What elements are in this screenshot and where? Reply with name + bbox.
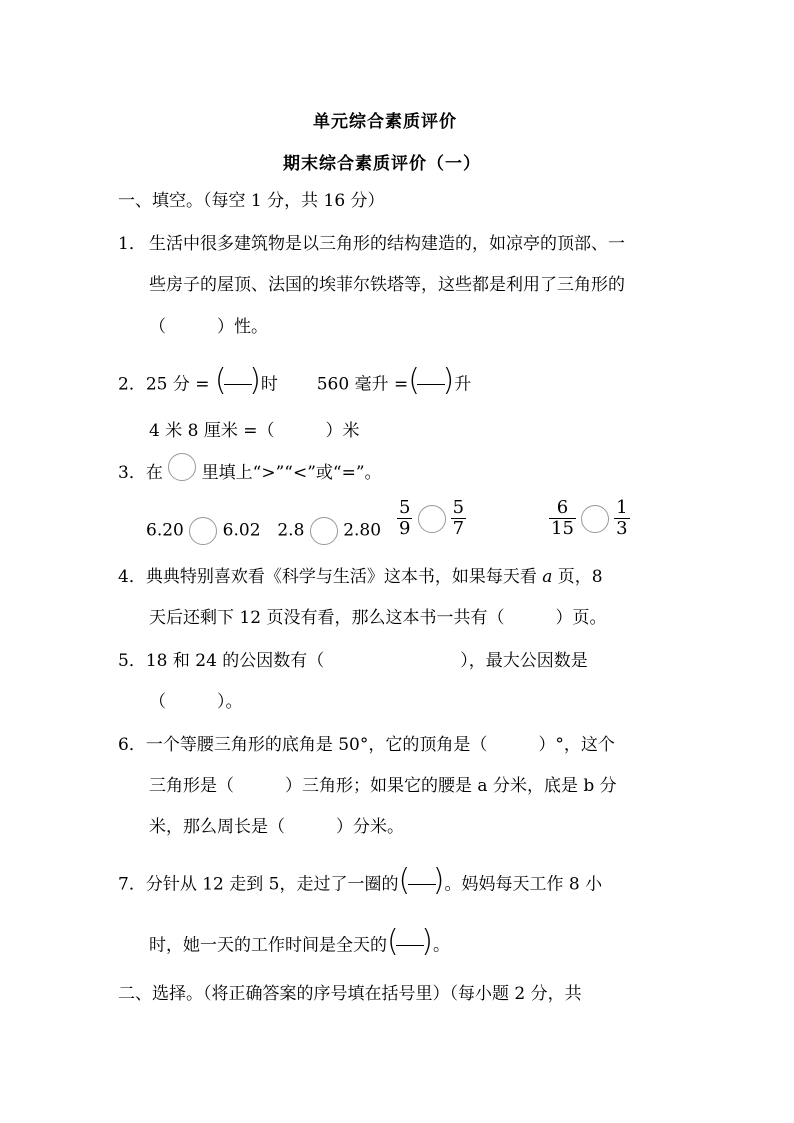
q1-line-2: 些房子的屋顶、法国的埃菲尔铁塔等，这些都是利用了三角形的 <box>149 275 625 295</box>
denominator: 7 <box>452 518 465 539</box>
q3-intro-pre: 在 <box>145 463 163 483</box>
fraction-blank-circle-part[interactable] <box>398 863 445 902</box>
q3-fraction-compare-2 <box>549 498 630 539</box>
q7-line-2-pre: 时，她一天的工作时间是全天的 <box>149 935 387 956</box>
q4-line-1-pre: 典典特别喜欢看《科学与生活》这本书，如果每天看 <box>145 567 537 587</box>
q7-line-2-post: 。 <box>433 935 450 956</box>
q4-number: 4． <box>118 567 146 587</box>
q2-number: 2． <box>118 374 146 395</box>
q5-number: 5． <box>118 651 146 671</box>
q3-intro-post: 里填上“>”“<”或“=”。 <box>201 463 382 483</box>
q3-decimals <box>146 517 381 545</box>
q2-a-unit: 时 <box>260 374 278 395</box>
variable-a: a <box>542 567 553 587</box>
q3-c2-right: 2.80 <box>343 520 382 541</box>
denominator: 3 <box>616 518 628 539</box>
right-paren: ) <box>421 924 433 959</box>
q6-line-1 <box>118 734 615 756</box>
compare-circle-icon <box>168 453 196 481</box>
compare-circle-3[interactable] <box>418 505 446 533</box>
fraction-blank-work-time[interactable] <box>387 924 433 963</box>
denominator: 9 <box>399 518 411 539</box>
q7-line-1-pre: 分针从 12 走到 5，走过了一圈的 <box>145 874 399 895</box>
numerator: 6 <box>556 497 569 518</box>
section-1-heading: 一、填空。（每空 1 分，共 16 分） <box>118 191 385 211</box>
left-paren: ( <box>408 363 420 398</box>
fraction <box>451 498 466 539</box>
q3-c1-left: 6.20 <box>146 520 184 541</box>
left-paren: ( <box>398 863 411 898</box>
fraction <box>614 498 629 539</box>
fraction-bar <box>396 945 424 946</box>
numerator: 5 <box>399 497 411 518</box>
right-paren: ) <box>442 363 455 398</box>
compare-circle-1[interactable] <box>189 517 217 545</box>
q4-line-2: 天后还剩下 12 页没有看，那么这本书一共有（ ）页。 <box>149 608 607 628</box>
fraction-bar <box>408 884 436 885</box>
q5-line-1-text: 18 和 24 的公因数有（ ），最大公因数是 <box>145 651 588 671</box>
numerator: 5 <box>452 497 465 518</box>
q4-line-1-post: 页，8 <box>557 567 603 587</box>
q2-a-left: 25 分 = <box>145 374 210 395</box>
numerator: 1 <box>616 497 628 518</box>
q6-line-2: 三角形是（ ）三角形；如果它的腰是 a 分米，底是 b 分 <box>149 776 617 796</box>
q5-line-2: （ ）。 <box>149 692 243 712</box>
section-2-heading: 二、选择。（将正确答案的序号填在括号里）（每小题 2 分，共 <box>118 984 582 1004</box>
q2-b-left: 560 毫升 = <box>316 374 409 395</box>
right-paren: ) <box>432 863 445 898</box>
fraction-bar <box>417 384 445 385</box>
q4-line-1 <box>118 566 603 588</box>
right-paren: ) <box>249 363 261 398</box>
q7-line-1-post: 。妈妈每天工作 8 小 <box>444 874 603 895</box>
fraction <box>549 498 576 539</box>
q5-line-1 <box>118 650 588 672</box>
q2-row-1 <box>118 363 472 402</box>
q1-line-1: 生活中很多建筑物是以三角形的结构建造的，如凉亭的顶部、一 <box>149 234 625 254</box>
q3-number: 3． <box>118 463 146 483</box>
denominator: 15 <box>551 518 574 539</box>
left-paren: ( <box>214 363 227 398</box>
q3-c1-right: 6.02 <box>222 520 261 541</box>
fraction <box>397 498 412 539</box>
q6-line-1-text: 一个等腰三角形的底角是 50°，它的顶角是（ ）°，这个 <box>145 735 615 755</box>
q7-line-2 <box>149 924 450 963</box>
q2-line-2: 4 米 8 厘米 =（ ）米 <box>149 421 360 441</box>
q7-number: 7． <box>118 874 146 895</box>
compare-circle-2[interactable] <box>310 517 338 545</box>
left-paren: ( <box>387 924 399 959</box>
q3-fraction-compare-1 <box>397 498 466 539</box>
q3-c2-left: 2.8 <box>277 520 305 541</box>
q1-number: 1． <box>118 234 146 254</box>
fraction-blank-liters[interactable] <box>408 363 455 402</box>
q1-line-3: （ ）性。 <box>149 317 268 337</box>
q6-line-3: 米，那么周长是（ ）分米。 <box>149 817 404 837</box>
fraction-bar <box>224 384 252 385</box>
compare-circle-4[interactable] <box>581 505 609 533</box>
exam-title: 期末综合素质评价（一） <box>283 154 481 174</box>
q3-intro <box>118 462 382 484</box>
q6-number: 6． <box>118 735 146 755</box>
q2-b-unit: 升 <box>454 374 472 395</box>
fraction-blank-hours[interactable] <box>214 363 261 402</box>
page-title: 单元综合素质评价 <box>313 112 457 132</box>
q7-line-1 <box>118 863 603 902</box>
